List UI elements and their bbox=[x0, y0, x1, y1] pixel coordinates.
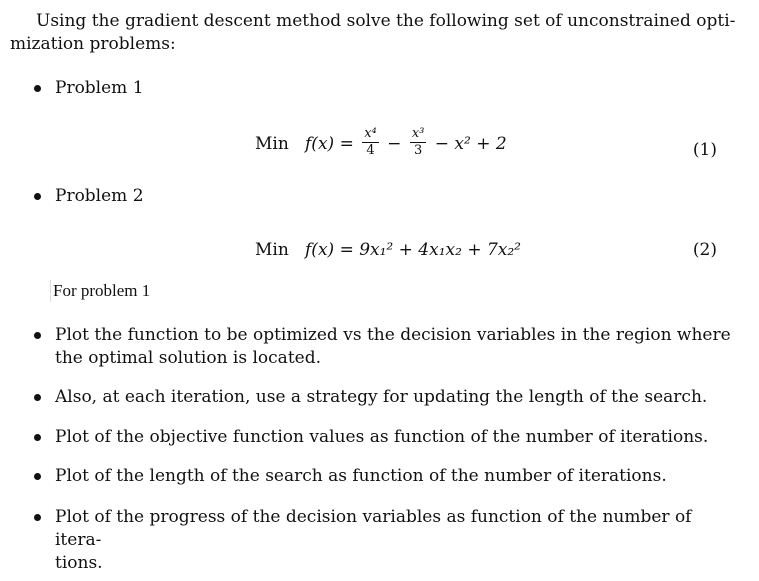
eq1-frac2-num: x³ bbox=[411, 126, 425, 141]
eq1-lhs: f(x) = bbox=[305, 134, 354, 154]
eq1-minus: − bbox=[387, 134, 402, 154]
intro-paragraph bbox=[10, 10, 738, 56]
eq1-frac-1 bbox=[362, 126, 379, 159]
task-item bbox=[34, 426, 734, 449]
eq1-frac1-den: 4 bbox=[366, 143, 375, 158]
equation-2 bbox=[255, 240, 521, 260]
task-1-line-2: the optimal solution is located. bbox=[55, 348, 321, 368]
bullet-icon bbox=[34, 434, 41, 441]
intro-line-2: mization problems: bbox=[10, 34, 176, 54]
bullet-icon bbox=[34, 85, 41, 92]
eq1-min: Min bbox=[255, 134, 289, 154]
eq2-expr: f(x) = 9x₁² + 4x₁x₂ + 7x₂² bbox=[305, 240, 522, 260]
intro-line-1: Using the gradient descent method solve the following set of unconstrained opti- bbox=[36, 11, 736, 31]
bullet-icon bbox=[34, 473, 41, 480]
bullet-icon bbox=[34, 514, 41, 521]
task-item bbox=[34, 506, 734, 575]
eq1-tail: − x² + 2 bbox=[434, 134, 507, 154]
task-2-line-1: Also, at each iteration, use a strategy for updating the length of the search. bbox=[55, 387, 708, 407]
task-item bbox=[34, 386, 734, 409]
eq1-frac-2 bbox=[410, 126, 427, 159]
task-item bbox=[34, 324, 734, 370]
equation-1-number: (1) bbox=[692, 140, 717, 160]
problem-2-label: Problem 2 bbox=[55, 186, 144, 206]
task-item bbox=[34, 465, 734, 488]
eq2-min: Min bbox=[255, 240, 289, 260]
task-5-line-2: tions. bbox=[55, 553, 103, 573]
bullet-icon bbox=[34, 394, 41, 401]
eq1-frac2-den: 3 bbox=[413, 143, 423, 158]
note-for-problem-1: For problem 1 bbox=[50, 280, 150, 302]
eq1-frac1-num: x⁴ bbox=[364, 126, 377, 141]
task-3-line-1: Plot of the objective function values as function of the number of iterations. bbox=[55, 427, 709, 447]
equation-1 bbox=[255, 128, 507, 161]
problem-1-item bbox=[34, 77, 734, 100]
bullet-icon bbox=[34, 193, 41, 200]
equation-2-number: (2) bbox=[692, 240, 717, 260]
task-1-line-1: Plot the function to be optimized vs the decision variables in the region where bbox=[55, 325, 731, 345]
task-5-line-1: Plot of the progress of the decision variables as function of the number of itera- bbox=[55, 507, 692, 550]
bullet-icon bbox=[34, 332, 41, 339]
problem-1-label: Problem 1 bbox=[55, 78, 144, 98]
task-4-line-1: Plot of the length of the search as function of the number of iterations. bbox=[55, 466, 667, 486]
problem-2-item bbox=[34, 185, 734, 208]
